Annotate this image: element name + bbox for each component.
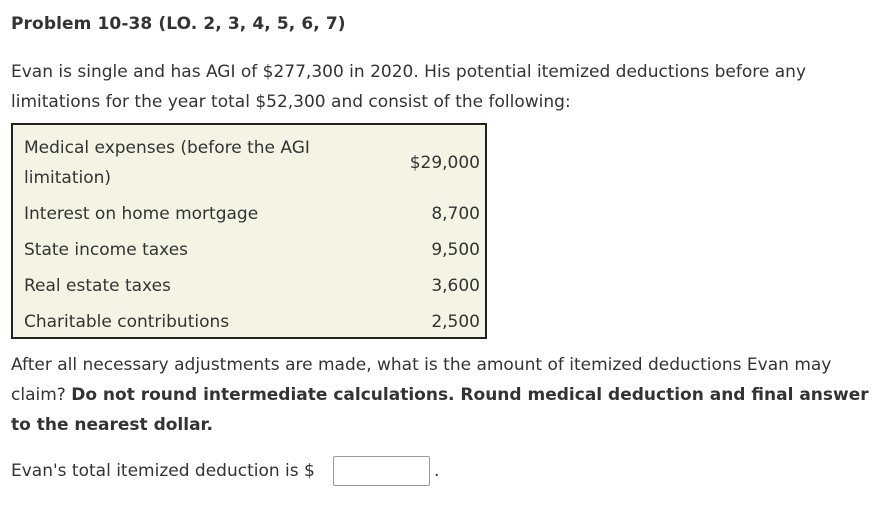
table-row — [24, 199, 480, 229]
problem-intro: Evan is single and has AGI of $277,300 in 2020. His potential itemized deductions before any limitations for the year total $52,300 and consist of the following: — [11, 62, 807, 112]
deduction-value: $29,000 — [409, 153, 480, 173]
deduction-label: Medical expenses (before the AGI limitation) — [24, 138, 310, 188]
question-prompt: After all necessary adjustments are made, what is the amount of itemized deductions Evan may claim? — [11, 355, 832, 405]
deduction-value: 2,500 — [431, 312, 480, 332]
deduction-label: Real estate taxes — [24, 276, 171, 296]
deduction-value: 9,500 — [431, 240, 480, 260]
table-row — [24, 235, 480, 265]
problem-title: Problem 10-38 (LO. 2, 3, 4, 5, 6, 7) — [11, 14, 346, 34]
deduction-value: 8,700 — [431, 204, 480, 224]
total-itemized-deduction-input[interactable] — [333, 456, 430, 486]
question-instruction: Do not round intermediate calculations. Round medical deduction and final answer to the nearest dollar. — [11, 385, 869, 435]
answer-suffix: . — [434, 461, 440, 481]
answer-label: Evan's total itemized deduction is $ — [11, 461, 315, 481]
deduction-label: State income taxes — [24, 240, 189, 260]
table-row — [24, 133, 480, 193]
deduction-label: Interest on home mortgage — [24, 204, 259, 224]
deduction-value: 3,600 — [431, 276, 480, 296]
question-text — [11, 350, 877, 440]
deductions-table — [11, 123, 487, 339]
table-row — [24, 307, 480, 337]
deduction-label: Charitable contributions — [24, 312, 230, 332]
table-row — [24, 271, 480, 301]
